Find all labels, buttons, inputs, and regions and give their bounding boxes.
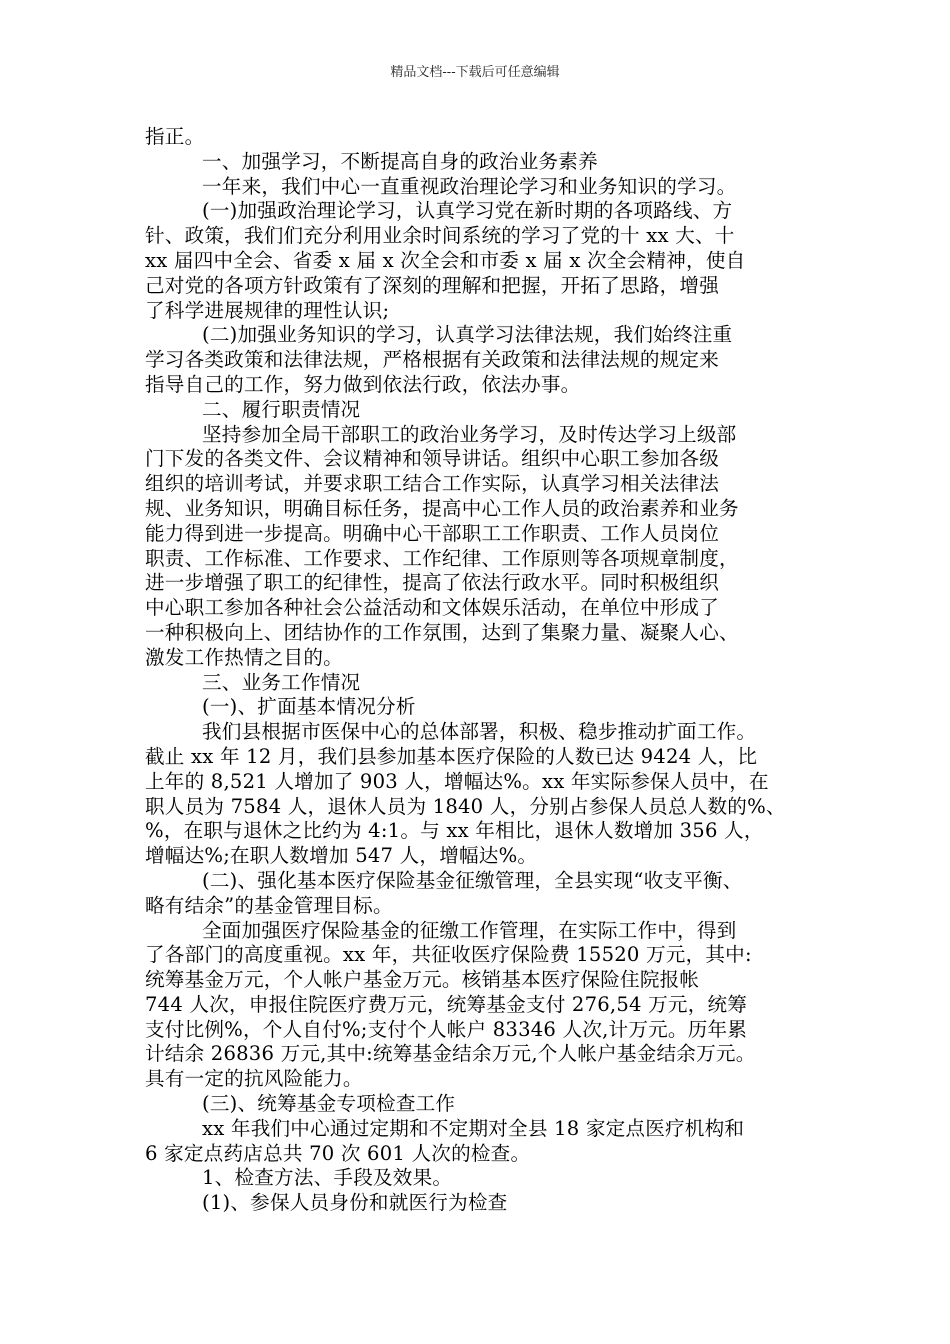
text-line: xx 年我们中心通过定期和不定期对全县 18 家定点医疗机构和 [202,1116,745,1140]
text-line: 指导自己的工作，努力做到依法行政，依法办事。 [145,372,581,396]
text-line: 了科学进展规律的理性认识; [145,298,390,322]
text-line: 统筹基金万元，个人帐户基金万元。核销基本医疗保险住院报帐 [145,968,700,992]
text-line: 组织的培训考试，并要求职工结合工作实际，认真学习相关法律法 [145,472,720,496]
text-line: 中心职工参加各种社会公益活动和文体娱乐活动，在单位中形成了 [145,596,720,620]
text-line: (二)、强化基本医疗保险基金征缴管理，全县实现“收支平衡、 [202,868,743,892]
text-line: 一、加强学习，不断提高自身的政治业务素养 [202,149,598,173]
text-line: 了各部门的高度重视。xx 年，共征收医疗保险费 15520 万元，其中: [145,943,752,967]
text-line: 一年来，我们中心一直重视政治理论学习和业务知识的学习。 [202,174,737,198]
text-line: (一)、扩面基本情况分析 [202,695,416,719]
text-line: 针、政策，我们们充分利用业余时间系统的学习了党的十 xx 大、十 [145,224,735,248]
text-line: 上年的 8,521 人增加了 903 人，增幅达%。xx 年实际参保人员中，在 [145,769,769,793]
text-line: 坚持参加全局干部职工的政治业务学习，及时传达学习上级部 [202,422,737,446]
text-line: (三)、统筹基金专项检查工作 [202,1092,456,1116]
text-line: 具有一定的抗风险能力。 [145,1067,363,1091]
text-line: 支付比例%，个人自付%;支付个人帐户 83346 人次,计万元。历年累 [145,1017,748,1041]
text-line: 己对党的各项方针政策有了深刻的理解和把握，开拓了思路，增强 [145,273,720,297]
text-line: 规、业务知识，明确目标任务，提高中心工作人员的政治素养和业务 [145,496,739,520]
text-line: 截止 xx 年 12 月，我们县参加基本医疗保险的人数已达 9424 人，比 [145,744,758,768]
text-line: 职责、工作标准、工作要求、工作纪律、工作原则等各项规章制度， [145,546,739,570]
text-line: 激发工作热情之目的。 [145,645,343,669]
text-line: 进一步增强了职工的纪律性，提高了依法行政水平。同时积极组织 [145,571,720,595]
text-line: 一种积极向上、团结协作的工作氛围，达到了集聚力量、凝聚人心、 [145,620,739,644]
text-line: %，在职与退休之比约为 4:1。与 xx 年相比，退休人数增加 356 人， [145,819,764,843]
document-body [145,125,805,1216]
text-line: 计结余 26836 万元,其中:统筹基金结余万元,个人帐户基金结余万元。 [145,1042,756,1066]
text-line: 门下发的各类文件、会议精神和领导讲话。组织中心职工参加各级 [145,447,720,471]
text-line: 744 人次，申报住院医疗费万元，统筹基金支付 276,54 万元，统筹 [145,992,748,1016]
text-line: 三、业务工作情况 [202,670,361,694]
text-line: 全面加强医疗保险基金的征缴工作管理，在实际工作中，得到 [202,918,737,942]
text-line: 能力得到进一步提高。明确中心干部职工工作职责、工作人员岗位 [145,521,720,545]
text-line: 略有结余”的基金管理目标。 [145,893,393,917]
text-line: (二)加强业务知识的学习，认真学习法律法规，我们始终注重 [202,323,733,347]
text-line: 我们县根据市医保中心的总体部署，积极、稳步推动扩面工作。 [202,720,757,744]
page-header: 精品文档---下载后可任意编辑 [390,65,560,80]
text-line: 增幅达%;在职人数增加 547 人，增幅达%。 [145,844,538,868]
text-line: 指正。 [145,125,205,148]
text-line: 6 家定点药店总共 70 次 601 人次的检查。 [145,1141,531,1165]
text-line: 职人员为 7584 人，退休人员为 1840 人，分别占参保人员总人数的%、 [145,794,786,818]
text-line: 二、履行职责情况 [202,397,361,421]
text-line: (1)、参保人员身份和就医行为检查 [202,1191,508,1215]
text-line: 学习各类政策和法律法规，严格根据有关政策和法律法规的规定来 [145,348,720,372]
text-line: 1、检查方法、手段及效果。 [202,1166,453,1190]
text-line: (一)加强政治理论学习，认真学习党在新时期的各项路线、方 [202,199,733,223]
text-line: xx 届四中全会、省委 x 届 x 次全会和市委 x 届 x 次全会精神，使自 [145,248,746,272]
